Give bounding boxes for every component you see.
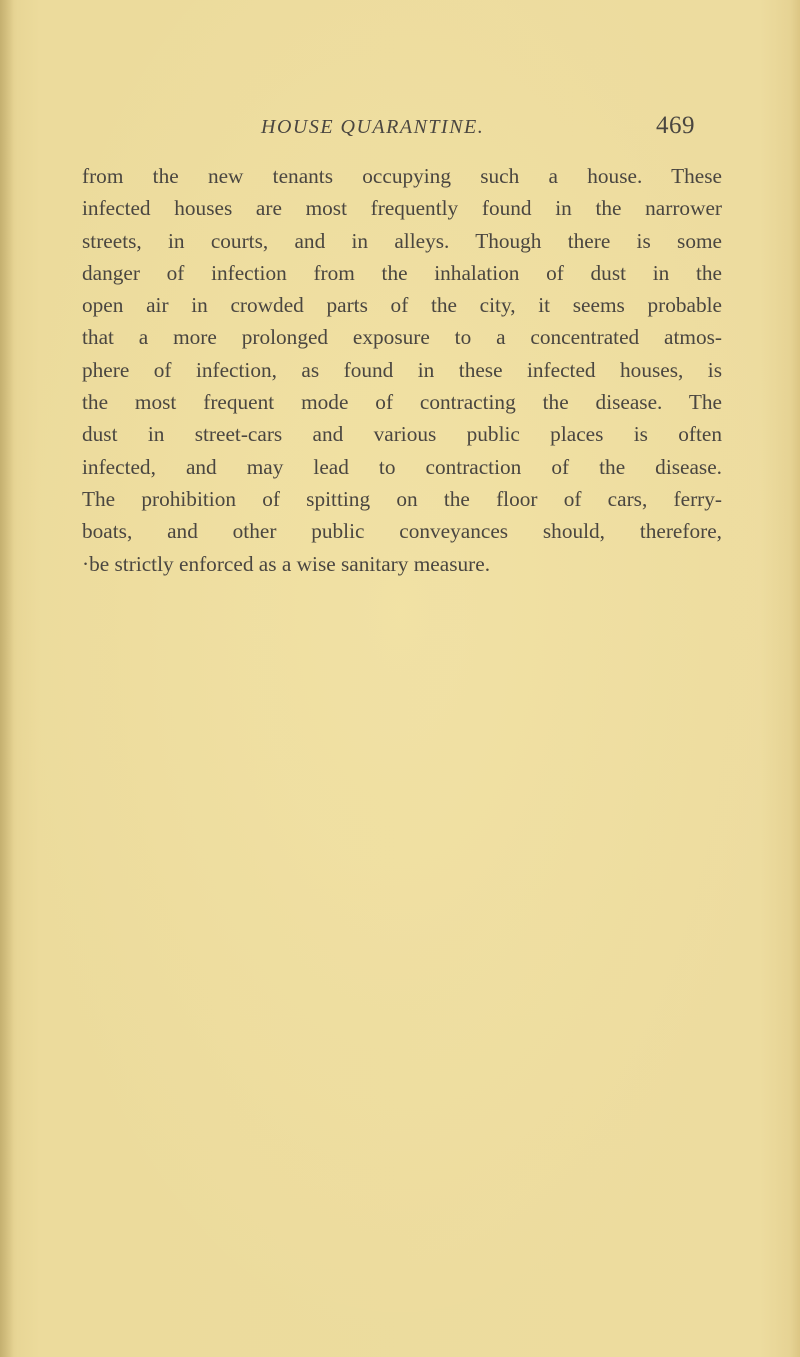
text-line: danger of infection from the inhalation of dust in the [82,260,722,285]
text-line: ·be strictly enforced as a wise sanitary measure. [82,551,491,576]
text-line: that a more prolonged exposure to a concentrated atmos- [82,325,722,350]
text-line: The prohibition of spitting on the floor of cars, ferry- [82,486,722,511]
text-line: the most frequent mode of contracting the disease. The [82,390,722,415]
running-title: HOUSE QUARANTINE. [261,116,485,138]
text-line: infected, and may lead to contraction of the disease. [82,454,722,479]
text-line: phere of infection, as found in these infected houses, is [82,357,722,382]
text-line: dust in street-cars and various public places is often [82,422,722,447]
text-line: infected houses are most frequently found in the narrower [82,196,722,221]
text-line: from the new tenants occupying such a house. These [82,164,722,188]
page-gutter-shadow [0,0,14,1357]
text-line: open air in crowded parts of the city, it seems probable [82,293,722,318]
running-head [0,112,800,146]
text-line: boats, and other public conveyances should, therefore, [82,519,722,544]
page-number: 469 [656,112,695,139]
body-paragraph [82,160,722,580]
text-line: streets, in courts, and in alleys. Though there is some [82,228,722,253]
